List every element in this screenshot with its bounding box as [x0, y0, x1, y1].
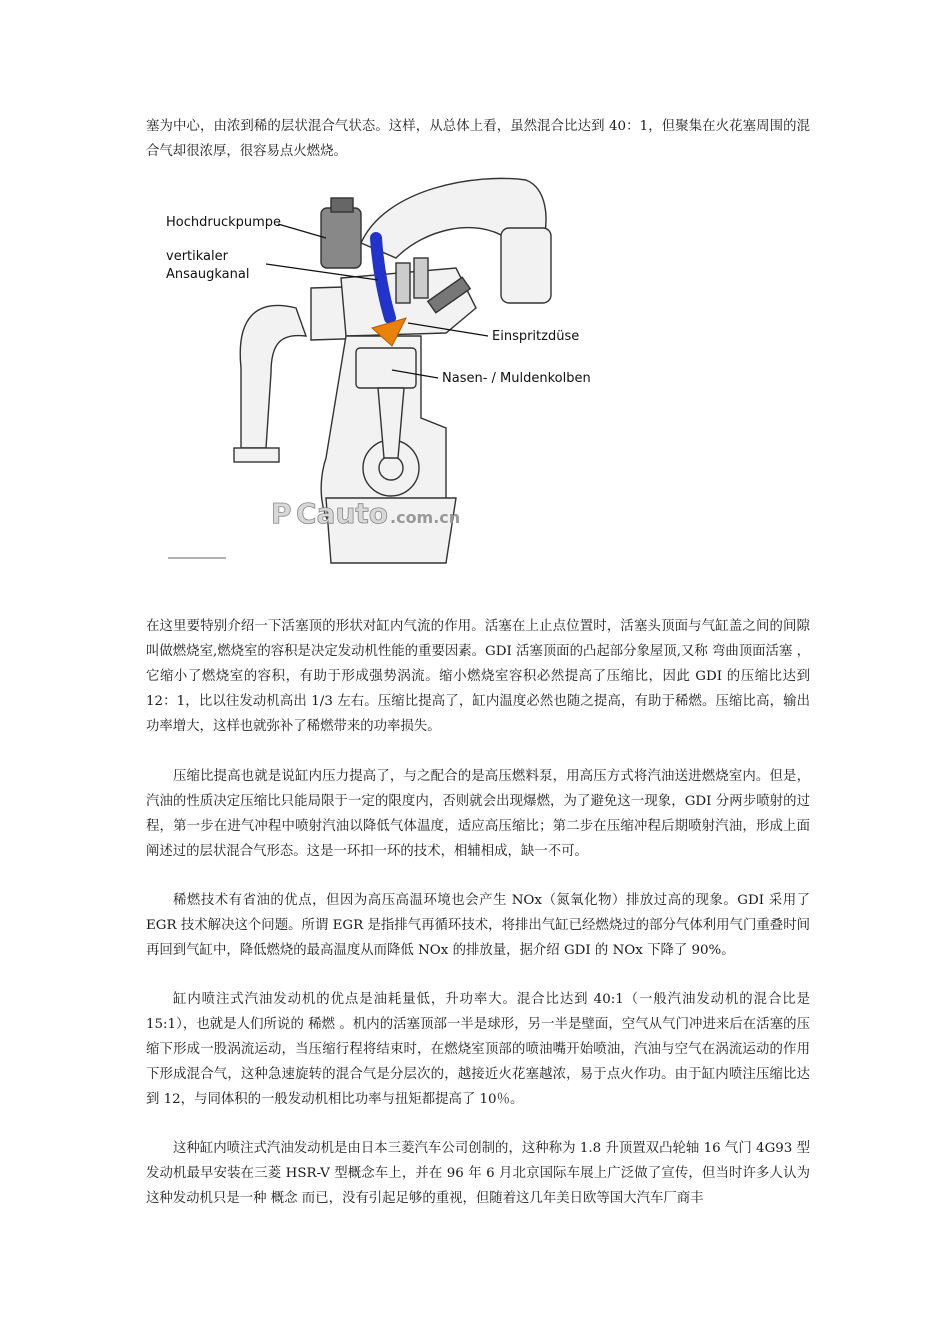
engine-cross-section-figure — [146, 168, 626, 568]
label-kolben: Nasen- / Muldenkolben — [442, 371, 591, 386]
watermark-domain: .com.cn — [390, 508, 461, 527]
body-paragraph: 压缩比提高也就是说缸内压力提高了，与之配合的是高压燃料泵，用高压方式将汽油送进燃烧室内。但是，汽油的性质决定压缩比只能局限于一定的限度内，否则就会出现爆燃，为了避免这一现象，GDI 分两步喷射的过程，第一步在进气冲程中喷射汽油以降低气体温度，适应高压缩比；第二步在压缩冲程后期喷射汽油，形成上面阐述过的层状混合气形态。这是一环扣一环的技术，相辅相成，缺一不可。 — [146, 769, 810, 859]
label-hochdruckpumpe: Hochdruckpumpe — [166, 215, 282, 230]
body-paragraph: 在这里要特别介绍一下活塞顶的形状对缸内气流的作用。活塞在上止点位置时，活塞头顶面与气缸盖之间的间隙叫做燃烧室,燃烧室的容积是决定发动机性能的重要因素。GDI 活塞顶面的凸起部分象屋顶,又称 弯曲顶面活塞 ，它缩小了燃烧室的容积，有助于形成强势涡流。缩小燃烧室容积必然提高了压缩比，因此 GDI 的压缩比达到 12：1，比以往发动机高出 1/3 左右。压缩比提高了，缸内温度必然也随之提高，有助于稀燃。压缩比高，输出功率增大，这样也就弥补了稀燃带来的功率损失。 — [146, 619, 810, 734]
body-paragraph: 缸内喷注式汽油发动机的优点是油耗量低，升功率大。混合比达到 40:1（一般汽油发动机的混合比是 15:1），也就是人们所说的 稀燃 。机内的活塞顶部一半是球形，另一半是壁面，空气从气门冲进来后在活塞的压缩下形成一股涡流运动，当压缩行程将结束时，在燃烧室顶部的喷油嘴开始喷油，汽油与空气在涡流运动的作用下形成混合气，这种急速旋转的混合气是分层次的，越接近火花塞越浓，易于点火作功。由于缸内喷注压缩比达到 12，与同体积的一般发动机相比功率与扭矩都提高了 10％。 — [146, 992, 810, 1107]
intro-paragraph: 塞为中心，由浓到稀的层状混合气状态。这样，从总体上看，虽然混合比达到 40：1，但聚集在火花塞周围的混合气却很浓厚，很容易点火燃烧。 — [146, 119, 810, 159]
label-einspritzduese: Einspritzdüse — [492, 329, 580, 344]
label-vertikaler: vertikaler — [166, 249, 228, 264]
label-ansaugkanal: Ansaugkanal — [166, 267, 250, 282]
watermark-logo: P — [271, 497, 292, 530]
body-paragraph: 稀燃技术有省油的优点，但因为高压高温环境也会产生 NOx（氮氧化物）排放过高的现象。GDI 采用了 EGR 技术解决这个问题。所谓 EGR 是指排气再循环技术，将排出气缸已经燃烧过的部分气体利用气门重叠时间再回到气缸中，降低燃烧的最高温度从而降低 NOx 的排放量，据介绍 GDI 的 NOx 下降了 90%。 — [146, 893, 810, 958]
engine-diagram — [146, 168, 626, 568]
watermark-brand: Cauto — [296, 497, 388, 530]
body-paragraph: 这种缸内喷注式汽油发动机是由日本三菱汽车公司创制的，这种称为 1.8 升顶置双凸轮轴 16 气门 4G93 型发动机最早安装在三菱 HSR-V 型概念车上，并在 96 年 6 月北京国际车展上广泛做了宣传，但当时许多人认为这种发动机只是一种 概念 而已，没有引起足够的重视，但随着这几年美日欧等国大汽车厂商丰 — [146, 1141, 810, 1206]
